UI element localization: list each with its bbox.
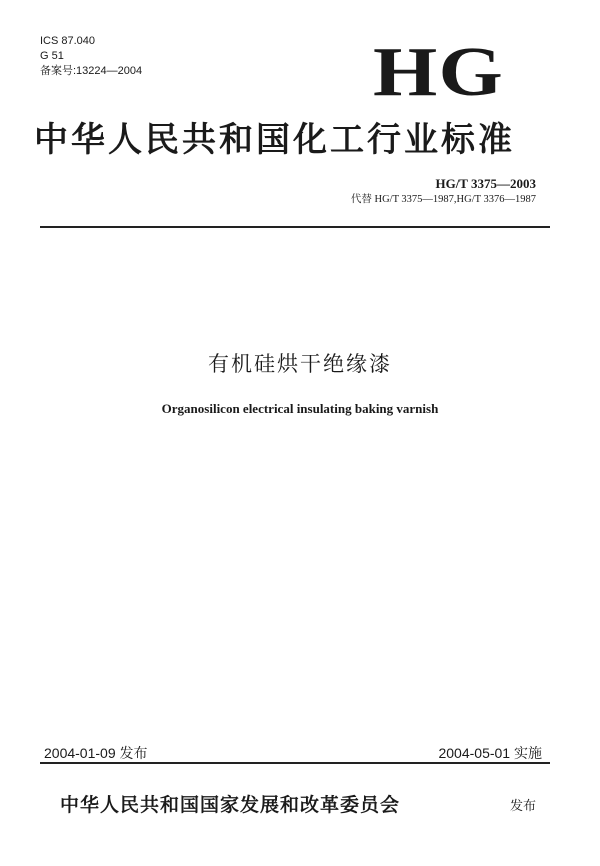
publisher-name: 中华人民共和国国家发展和改革委员会 — [60, 794, 401, 816]
document-title-english: Organosilicon electrical insulating baking varnish — [161, 401, 439, 416]
header-divider — [40, 226, 550, 228]
record-number: 备案号:13224—2004 — [40, 65, 143, 77]
document-title-chinese: 有机硅烘干绝缘漆 — [208, 352, 392, 376]
ics-code: ICS 87.040 — [40, 35, 96, 47]
replaces-note: 代替 HG/T 3375—1987,HG/T 3376—1987 — [350, 194, 536, 205]
class-code: G 51 — [40, 50, 64, 62]
standard-code: HG/T 3375—2003 — [435, 176, 536, 191]
standard-category-title: 中华人民共和国化工行业标准 — [34, 120, 515, 160]
publish-label: 发布 — [510, 799, 537, 814]
classification-block — [40, 34, 142, 79]
footer-divider — [40, 762, 550, 764]
issue-date: 2004-01-09 发布 — [44, 745, 148, 761]
hg-logo: HG — [373, 34, 504, 111]
implement-date: 2004-05-01 实施 — [438, 745, 542, 761]
